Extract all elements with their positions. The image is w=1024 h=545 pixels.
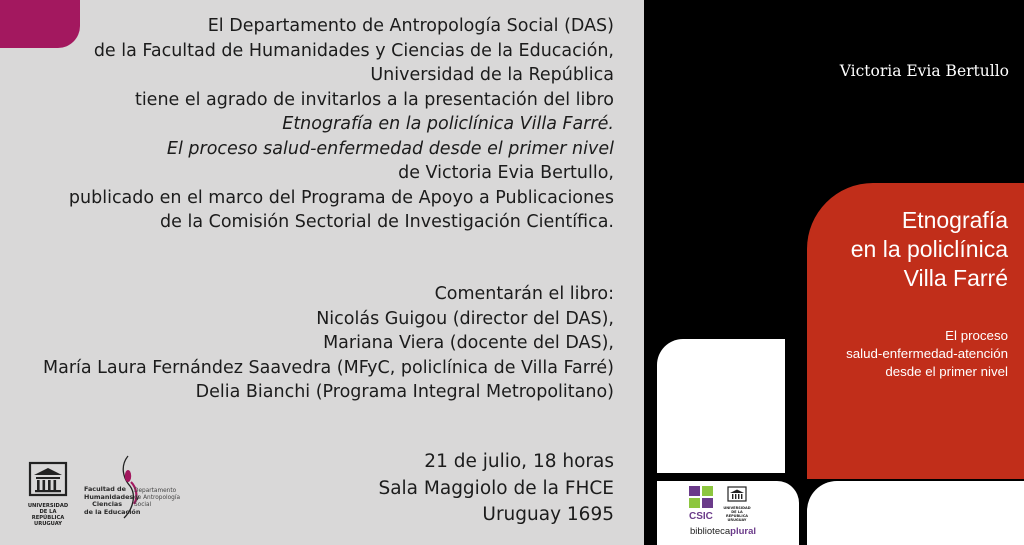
invitation-line: de la Facultad de Humanidades y Ciencias de la Educación,: [93, 40, 614, 61]
cover-subtitle-line: desde el primer nivel: [885, 364, 1008, 379]
series-prefix: biblioteca: [690, 526, 731, 537]
udelar-building-icon: [24, 459, 72, 499]
cover-subtitle: [846, 327, 1008, 381]
fhce-name-line: Facultad de: [84, 485, 126, 493]
udelar-caption-line: UNIVERSIDAD: [27, 503, 69, 509]
fhce-name-line: de la Educación: [84, 507, 141, 516]
fhce-name: [84, 485, 141, 516]
udelar-caption-line: DE LA REPÚBLICA: [31, 509, 65, 521]
commentators-block: [43, 282, 614, 405]
fhce-logo: [84, 452, 184, 524]
cover-title: [851, 206, 1008, 293]
cover-white-block: [807, 481, 1024, 545]
series-suffix: plural: [730, 526, 757, 537]
csic-logo-icon: [689, 486, 715, 510]
event-address: Uruguay 1695: [482, 504, 614, 525]
udelar-caption-line: DE LA REPÚBLICA: [726, 510, 748, 518]
department-name-line: Departamento: [134, 488, 177, 494]
event-date-time: 21 de julio, 18 horas: [424, 451, 614, 472]
invitation-line: publicado en el marco del Programa de Apoyo a Publicaciones: [68, 187, 614, 208]
cover-author: Victoria Evia Bertullo: [839, 62, 1009, 80]
cover-title-panel: [807, 183, 1024, 479]
book-subtitle-line: El proceso salud-enfermedad desde el primer nivel: [166, 138, 614, 159]
udelar-caption-line: UNIVERSIDAD: [723, 506, 751, 510]
invitation-text: [69, 14, 614, 235]
cover-white-block: [657, 339, 785, 473]
invitation-line: de Victoria Evia Bertullo,: [398, 163, 614, 183]
udelar-building-icon: [726, 486, 748, 502]
commentator: María Laura Fernández Saavedra (MFyC, policlínica de Villa Farré): [43, 357, 614, 378]
commentator: Mariana Viera (docente del DAS),: [323, 333, 614, 353]
invitation-line: Universidad de la República: [370, 65, 614, 85]
csic-label: CSIC: [689, 511, 713, 522]
cover-title-line: en la policlínica: [850, 236, 1008, 262]
udelar-caption-line: URUGUAY: [33, 521, 62, 527]
cover-title-line: Villa Farré: [903, 265, 1008, 291]
series-logo: [690, 526, 756, 537]
fhce-name-line: Humanidades y: [84, 492, 140, 501]
event-details: [378, 449, 614, 529]
fhce-name-line: Ciencias: [92, 500, 122, 508]
book-title-line: Etnografía en la policlínica Villa Farré.: [282, 114, 614, 134]
commentator: Delia Bianchi (Programa Integral Metropolitano): [195, 382, 614, 402]
department-name-line: Social: [134, 502, 152, 508]
udelar-logo: [24, 459, 72, 527]
cover-subtitle-line: El proceso: [945, 328, 1008, 343]
udelar-caption-line: URUGUAY: [727, 518, 747, 522]
invitation-line: tiene el agrado de invitarlos a la presentación del libro: [134, 89, 614, 110]
department-name-line: de Antropología: [134, 495, 181, 501]
cover-subtitle-line: salud-enfermedad-atención: [846, 346, 1008, 361]
commentator: Nicolás Guigou (director del DAS),: [316, 308, 614, 329]
event-venue: Sala Maggiolo de la FHCE: [378, 477, 614, 499]
department-name: [134, 488, 180, 509]
invitation-line: de la Comisión Sectorial de Investigación Científica.: [160, 212, 614, 232]
commentators-heading: Comentarán el libro:: [434, 284, 614, 304]
cover-title-line: Etnografía: [901, 207, 1008, 233]
invitation-line: El Departamento de Antropología Social (DAS): [207, 16, 614, 36]
book-cover: [644, 0, 1024, 545]
udelar-logo-small: [723, 486, 751, 522]
